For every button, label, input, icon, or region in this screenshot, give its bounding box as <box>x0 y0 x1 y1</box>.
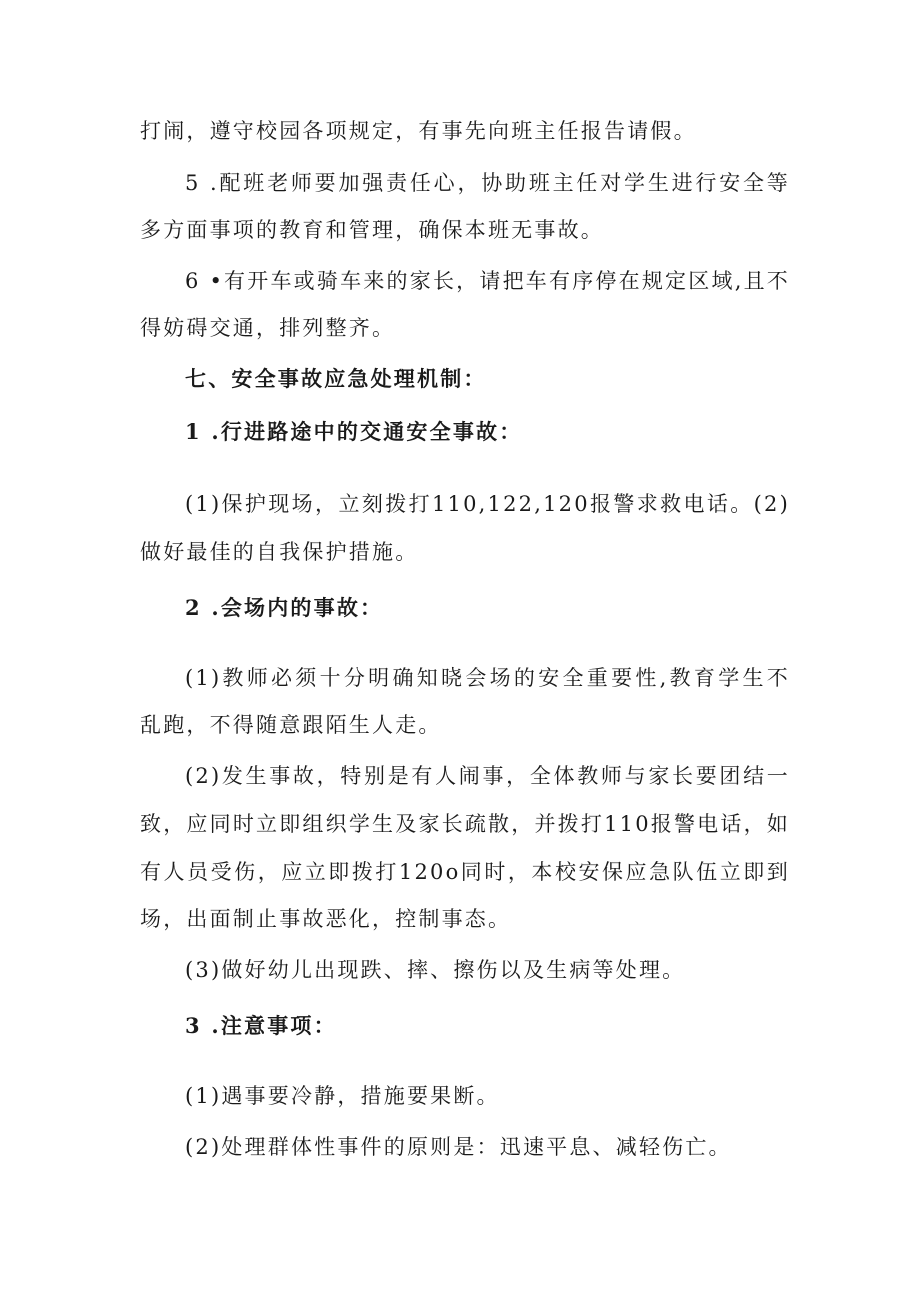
paragraph-line: 打闹，遵守校园各项规定，有事先向班主任报告请假。 <box>140 119 697 143</box>
paragraph-line: 5 .配班老师要加强责任心，协助班主任对学生进行安全等 <box>185 171 790 195</box>
paragraph-line: 得妨碍交通，排列整齐。 <box>140 316 396 340</box>
subsection-heading: 2 .会场内的事故： <box>185 595 384 620</box>
paragraph-line: (2)处理群体性事件的原则是：迅速平息、减轻伤亡。 <box>185 1135 732 1159</box>
subsection-heading: 1 .行进路途中的交通安全事故： <box>185 419 523 444</box>
paragraph-line: 致，应同时立即组织学生及家长疏散，并拨打110报警电话，如 <box>140 812 790 836</box>
paragraph-line: 6 •有开车或骑车来的家长，请把车有序停在规定区域,且不 <box>185 269 790 293</box>
paragraph-line: 场，出面制止事故恶化，控制事态。 <box>140 907 512 931</box>
paragraph-line: (1)教师必须十分明确知晓会场的安全重要性,教育学生不 <box>185 666 790 690</box>
subsection-heading: 3 .注意事项： <box>185 1013 337 1038</box>
paragraph-line: (2)发生事故，特别是有人闹事，全体教师与家长要团结一 <box>185 764 790 788</box>
paragraph-line: 做好最佳的自我保护措施。 <box>140 540 419 564</box>
paragraph-line: (1)保护现场，立刻拨打110,122,120报警求救电话。(2) <box>185 492 790 516</box>
section-heading: 七、安全事故应急处理机制： <box>185 366 487 391</box>
paragraph-line: 有人员受伤，应立即拨打120o同时，本校安保应急队伍立即到 <box>140 860 790 884</box>
paragraph-line: (1)遇事要冷静，措施要果断。 <box>185 1084 500 1108</box>
paragraph-line: (3)做好幼儿出现跌、摔、擦伤以及生病等处理。 <box>185 958 686 982</box>
paragraph-line: 乱跑，不得随意跟陌生人走。 <box>140 713 442 737</box>
paragraph-line: 多方面事项的教育和管理，确保本班无事故。 <box>140 218 604 242</box>
